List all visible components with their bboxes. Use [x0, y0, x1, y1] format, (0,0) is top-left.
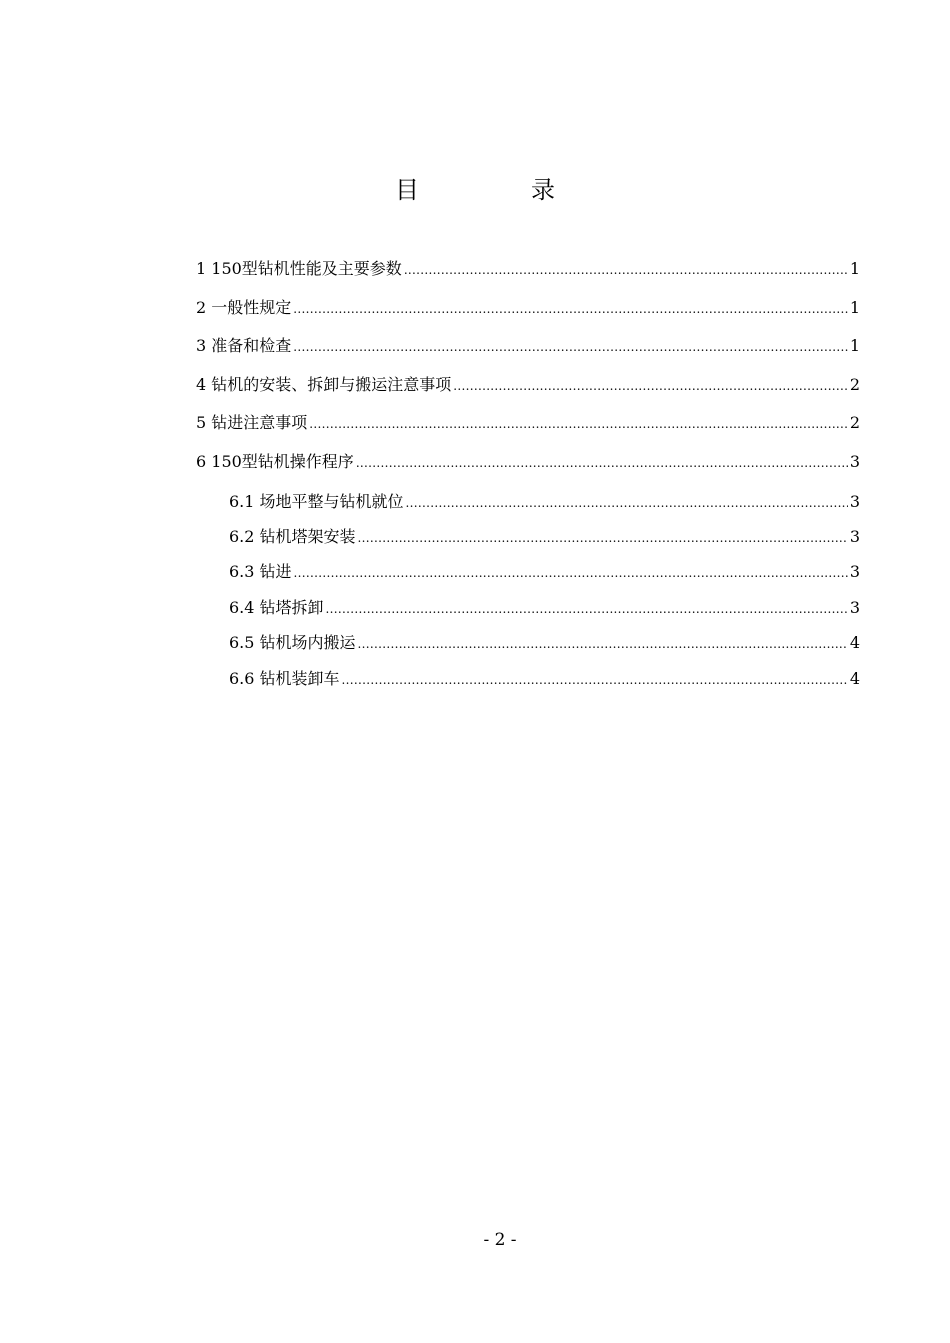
toc-entry-label: 6.1 场地平整与钻机就位	[229, 491, 404, 511]
toc-entry-label: 6.5 钻机场内搬运	[229, 633, 356, 653]
toc-entry-page: 3	[849, 491, 860, 511]
toc-entry-page: 3	[849, 451, 860, 471]
toc-entry-4[interactable]	[196, 368, 860, 402]
toc-entry-label: 2 一般性规定	[196, 297, 292, 317]
toc-entry-page: 3	[849, 526, 860, 546]
toc-entry-page: 1	[849, 297, 860, 317]
toc-entry-label: 6 150型钻机操作程序	[196, 451, 354, 471]
page-number: - 2 -	[483, 1230, 517, 1250]
toc-dot-leader	[326, 592, 848, 627]
toc-dot-leader	[293, 330, 848, 364]
toc-entry-6-1[interactable]	[196, 484, 860, 519]
toc-dot-leader	[342, 663, 848, 698]
toc-entry-label: 6.6 钻机装卸车	[229, 668, 340, 688]
toc-entry-6-6[interactable]	[196, 661, 860, 696]
toc-dot-leader	[358, 627, 848, 662]
toc-entry-label: 5 钻进注意事项	[196, 413, 308, 433]
toc-entry-6-4[interactable]	[196, 590, 860, 625]
table-of-contents	[196, 252, 860, 696]
toc-entry-5[interactable]	[196, 406, 860, 440]
toc-dot-leader	[294, 556, 848, 591]
toc-entry-6-3[interactable]	[196, 554, 860, 589]
toc-entry-page: 2	[849, 413, 860, 433]
toc-entry-6-5[interactable]	[196, 625, 860, 660]
toc-entry-label: 6.4 钻塔拆卸	[229, 597, 324, 617]
toc-entry-page: 4	[849, 633, 860, 653]
toc-entry-1[interactable]	[196, 252, 860, 286]
toc-dot-leader	[453, 369, 848, 403]
toc-entry-page: 3	[849, 597, 860, 617]
toc-entry-page: 2	[849, 374, 860, 394]
toc-entry-page: 4	[849, 668, 860, 688]
toc-dot-leader	[404, 253, 848, 287]
toc-entry-page: 1	[849, 259, 860, 278]
toc-dot-leader	[356, 446, 848, 480]
toc-dot-leader	[293, 292, 848, 326]
toc-entry-3[interactable]	[196, 329, 860, 363]
toc-entry-page: 1	[849, 336, 860, 356]
toc-entry-6[interactable]	[196, 445, 860, 479]
toc-entry-label: 1 150型钻机性能及主要参数	[196, 259, 402, 278]
toc-entry-2[interactable]	[196, 291, 860, 325]
toc-entry-6-2[interactable]	[196, 519, 860, 554]
toc-dot-leader	[406, 486, 848, 521]
toc-dot-leader	[358, 521, 848, 556]
toc-entry-label: 3 准备和检查	[196, 336, 292, 356]
toc-entry-page: 3	[849, 562, 860, 582]
toc-entry-label: 6.2 钻机塔架安装	[229, 526, 356, 546]
page-title: 目 录	[395, 176, 599, 204]
toc-dot-leader	[309, 407, 848, 441]
toc-entry-label: 6.3 钻进	[229, 562, 292, 582]
toc-entry-label: 4 钻机的安装、拆卸与搬运注意事项	[196, 374, 452, 394]
